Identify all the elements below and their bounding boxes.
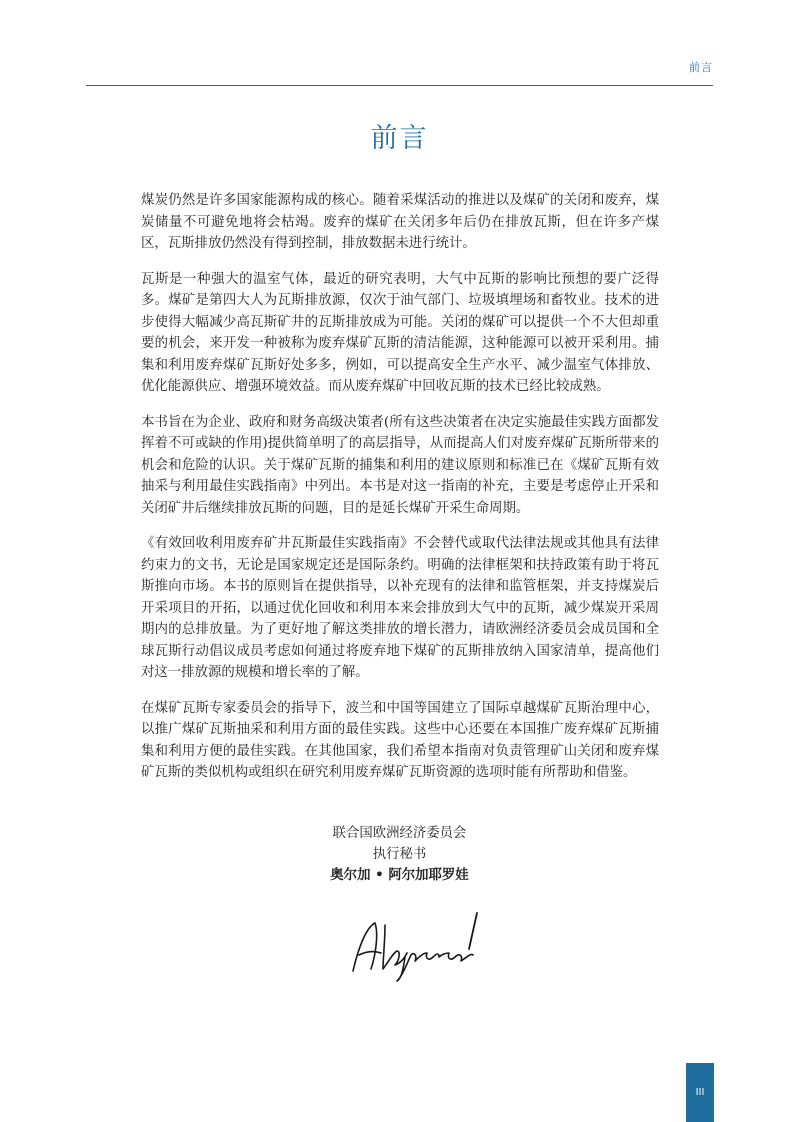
paragraph: 《有效回收利用废弃矿井瓦斯最佳实践指南》不会替代或取代法律法规或其他具有法律约束力的文书，无论是国家规定还是国际条约。明确的法律框架和扶持政策有助于将瓦斯推向市场。本书的原则旨在提供指导，以补充现有的法律和监管框架，并支持煤炭后开采项目的开拓，以通过优化回收和利用本来会排放到大气中的瓦斯，减少煤炭开采周期内的总排放量。为了更好地了解这类排放的增长潜力，请欧洲经济委员会成员国和全球瓦斯行动倡议成员考虑如何通过将废弃地下煤矿的瓦斯排放纳入国家清单，提高他们对这一排放源的规模和增长率的了解。 xyxy=(141,536,659,680)
header-divider xyxy=(86,85,713,86)
page-number-tab xyxy=(686,1063,714,1122)
paragraph: 煤炭仍然是许多国家能源构成的核心。随着采煤活动的推进以及煤矿的关闭和废弃，煤炭储量不可避免地将会枯竭。废弃的煤矿在关闭多年后仍在排放瓦斯，但在许多产煤区，瓦斯排放仍然没有得到控制，排放数据未进行统计。 xyxy=(141,193,659,251)
paragraph: 瓦斯是一种强大的温室气体，最近的研究表明，大气中瓦斯的影响比预想的要广泛得多。煤矿是第四大人为瓦斯排放源，仅次于油气部门、垃圾填埋场和畜牧业。技术的进步使得大幅减少高瓦斯矿井的瓦斯排放成为可能。关闭的煤矿可以提供一个不大但却重要的机会，来开发一种被称为废弃煤矿瓦斯的清洁能源，这种能源可以被开采利用。捕集和利用废弃煤矿瓦斯好处多多，例如，可以提高安全生产水平、减少温室气体排放、优化能源供应、增强环境效益。而从废弃煤矿中回收瓦斯的技术已经比较成熟。 xyxy=(141,271,659,394)
page-number: III xyxy=(695,1087,705,1098)
page-title: 前言 xyxy=(370,123,429,154)
body-text xyxy=(141,190,659,798)
organization-name: 联合国欧洲经济委员会 xyxy=(332,826,467,841)
signatory-name: 奥尔加 • 阿尔加耶罗娃 xyxy=(330,868,469,883)
handwritten-signature xyxy=(345,905,495,985)
signatory-role: 执行秘书 xyxy=(372,847,427,862)
paragraph: 本书旨在为企业、政府和财务高级决策者(所有这些决策者在决定实施最佳实践方面都发挥着不可或缺的作用)提供简单明了的高层指导，从而提高人们对废弃煤矿瓦斯所带来的机会和危险的认识。关于煤矿瓦斯的捕集和利用的建议原则和标准已在《煤矿瓦斯有效抽采与利用最佳实践指南》中列出。本书是对这一指南的补充，主要是考虑停止开采和关闭矿井后继续排放瓦斯的问题，目的是延长煤矿开采生命周期。 xyxy=(141,414,659,516)
paragraph: 在煤矿瓦斯专家委员会的指导下，波兰和中国等国建立了国际卓越煤矿瓦斯治理中心，以推广煤矿瓦斯抽采和利用方面的最佳实践。这些中心还要在本国推广废弃煤矿瓦斯捕集和利用方便的最佳实践。在其他国家，我们希望本指南对负责管理矿山关闭和废弃煤矿瓦斯的类似机构或组织在研究利用废弃煤矿瓦斯资源的选项时能有所帮助和借鉴。 xyxy=(141,700,659,780)
closing-block xyxy=(0,823,799,886)
running-header: 前言 xyxy=(689,61,713,74)
